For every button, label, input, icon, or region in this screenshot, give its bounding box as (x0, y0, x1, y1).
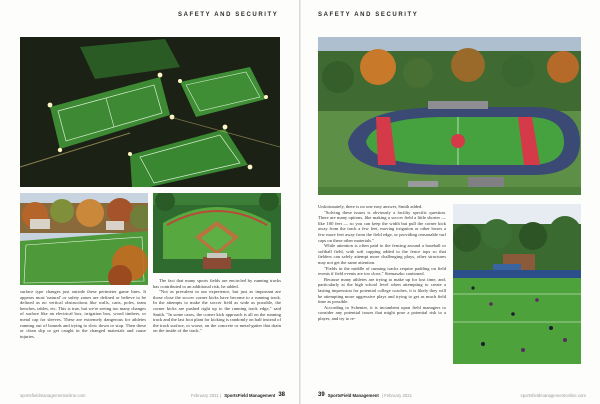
paragraph: According to Schenter, it is incumbent upon field managers to consider any potential issues that might pose a potential risk to a player, and try to re- (318, 304, 446, 321)
footer-left (318, 392, 412, 398)
paragraph: Because many athletes are trying to make up for lost time, and, particularly at the high school level when attempting to create a lasting impression for potential college coaches, it is likely they will be attempting more aggressive plays and trying to get as much field time as possible. (318, 276, 446, 305)
left-column-1 (20, 289, 146, 373)
photo-stadium-track (318, 37, 581, 195)
paragraph: "Fields in the middle of running tracks require padding on field events if field events are too close," Siemaszko cautioned. (318, 265, 446, 277)
page-number: 38 (278, 392, 285, 398)
footer-site: sportsfieldmanagementonline.com (20, 393, 86, 398)
left-column-2 (153, 278, 281, 374)
photo-field-hockey-game (453, 204, 581, 364)
footer-magazine: SportsField Management (327, 392, 379, 398)
paragraph: While attention is often paid to the fencing around a baseball or softball field, with soft capping added to the fence tops so that fielders can safely attempt more challenging plays, other structures may not get the same attention. (318, 243, 446, 265)
right-page (301, 0, 600, 404)
paragraph: Unfortunately, there is no one easy answer, Smith added. (318, 204, 423, 209)
page-number: 39 (318, 392, 325, 398)
photo-autumn-field (20, 193, 148, 285)
footer-date: February 2021 | (190, 392, 222, 398)
left-page (0, 0, 299, 404)
section-header: SAFETY AND SECURITY (178, 12, 279, 18)
footer-date: | February 2021 (381, 392, 413, 398)
photo-aerial-night-fields (20, 37, 280, 187)
paragraph: "Not as prevalent in our experience, but just as important are those close the soccer corner kicks have become to a running track. In the attempts to make the soccer field as wide as possible, the corner kicks are pushed right up to the running track edge," said Smith. "In some cases, the corner kick approach is all on the running track and the last foot plant for kicking is randomly on half instead of the track surface, or worse, on the concrete or metal-gutter that drain on the inside of the track." (153, 289, 281, 334)
paragraph: surface type changes just outside these perimeter game lines. It appears most 'natural' or safety zones are defined or believe to be defined as no vertical obstructions like walls, carts, poles, team benches, tables, etc. This is true, but we're seeing too many changes of surface like an electrical box, irrigation box, wood timbers, or metal cap for sleeves. These are extremely dangerous for athletes running out of bounds and trying to slow down or stop. Then these or clean slip or get caught in the changed materials and cause injuries. (20, 289, 146, 339)
photo-baseball-field (153, 193, 281, 273)
right-column-1 (318, 204, 446, 372)
paragraph: "Solving these issues is obviously a facility specific question. There are many options, like making a soccer field a little shorter — like 100 feet — so you can keep the width but pull the corner kick away from the track a few feet, moving irrigation or other boxes a few more feet away from the field edge, or providing reasonable turf caps on these other materials." (318, 209, 446, 243)
footer-magazine: SportsField Management (224, 392, 276, 398)
paragraph: The fact that many sports fields are encircled by running tracks has contributed to an additional risk, he added. (153, 278, 281, 289)
footer-site: sportsfieldmanagementonline.com (520, 393, 586, 398)
section-header: SAFETY AND SECURITY (318, 12, 419, 18)
footer-right (191, 392, 285, 398)
